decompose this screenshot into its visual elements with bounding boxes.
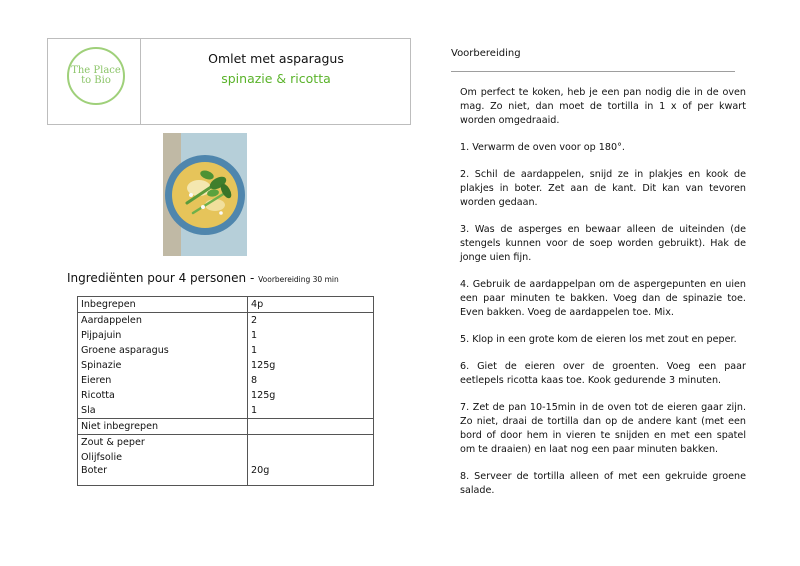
ingredient-qty: 8 — [248, 373, 374, 388]
ingredient-name: Boter — [78, 465, 248, 486]
ingredient-name: Niet inbegrepen — [78, 419, 248, 435]
dish-photo — [163, 133, 247, 256]
preparation-steps — [460, 86, 746, 511]
brand-logo — [67, 47, 125, 105]
ingredient-qty — [248, 450, 374, 465]
ingredient-name: Zout & peper — [78, 435, 248, 451]
table-row — [78, 450, 374, 465]
table-row — [78, 313, 374, 329]
preparation-step: 5. Klop in een grote kom de eieren los met zout en peper. — [460, 334, 737, 346]
preparation-step: 4. Gebruik de aardappelpan om de aspergepunten en uien een paar minuten te bakken. Voeg dan de spinazie toe. Even bakken. Voeg de aardappelen toe. Mix. — [460, 279, 746, 319]
preparation-step: 3. Was de asperges en bewaar alleen de uiteinden (de stengels kunnen voor de soep worden gebruikt). Hak de jonge uien fijn. — [460, 223, 746, 264]
preparation-intro: Om perfect te koken, heb je een pan nodig die in de oven mag. Zo niet, dan moet de tortilla in 1 x of per kwart worden omgedraaid. — [460, 87, 746, 127]
preparation-step: 1. Verwarm de oven voor op 180°. — [460, 142, 625, 154]
recipe-title: Omlet met asparagus — [208, 51, 344, 66]
ingredient-name: Spinazie — [78, 358, 248, 373]
preparation-step: 2. Schil de aardappelen, snijd ze in plakjes en kook de plakjes in boter. Zet aan de kant. Dit kan van tevoren worden gedaan. — [460, 168, 746, 209]
preparation-step: 6. Giet de eieren over de groenten. Voeg een paar eetlepels ricotta kaas toe. Kook gedurende 3 minuten. — [460, 360, 746, 387]
ingredient-qty: 125g — [248, 358, 374, 373]
ingredient-qty: 1 — [248, 328, 374, 343]
ingredient-qty: 125g — [248, 388, 374, 403]
ingredient-name: Sla — [78, 403, 248, 419]
ingredient-qty: 1 — [248, 343, 374, 358]
ingredients-heading-text: Ingrediënten pour 4 personen - — [67, 271, 259, 285]
ingredient-name: Groene asparagus — [78, 343, 248, 358]
ingredient-name: Ricotta — [78, 388, 248, 403]
preparation-divider — [451, 71, 735, 72]
preparation-step: 8. Serveer de tortilla alleen of met een gekruide groene salade. — [460, 471, 746, 497]
logo-line-1: The Place — [71, 64, 121, 76]
ingredients-heading — [67, 271, 339, 285]
ingredient-name: Inbegrepen — [78, 297, 248, 313]
table-row — [78, 297, 374, 313]
ingredient-qty: 2 — [248, 313, 374, 329]
ingredients-table — [77, 296, 374, 486]
table-row — [78, 403, 374, 419]
table-row — [78, 419, 374, 435]
recipe-header — [47, 38, 411, 125]
table-row — [78, 435, 374, 451]
logo-line-2: to Bio — [81, 75, 111, 86]
ingredient-name: Olijfsolie — [78, 450, 248, 465]
table-row — [78, 373, 374, 388]
table-row — [78, 328, 374, 343]
ingredient-name: Eieren — [78, 373, 248, 388]
ingredient-name: Aardappelen — [78, 313, 248, 329]
table-row — [78, 343, 374, 358]
omelette-plate-image — [163, 133, 247, 256]
table-row — [78, 358, 374, 373]
ingredient-name: Pijpajuin — [78, 328, 248, 343]
table-row — [78, 465, 374, 486]
table-row — [78, 388, 374, 403]
ingredient-qty — [248, 419, 374, 435]
ingredient-qty — [248, 435, 374, 451]
recipe-subtitle: spinazie & ricotta — [221, 71, 331, 86]
prep-time: Voorbereiding 30 min — [258, 275, 339, 284]
ingredient-qty: 4p — [248, 297, 374, 313]
ingredient-qty: 20g — [248, 465, 374, 486]
ingredient-qty: 1 — [248, 403, 374, 419]
preparation-step: 7. Zet de pan 10-15min in de oven tot de eieren gaar zijn. Zo niet, draai de tortilla dan op de andere kant (met een bord of door hem in vieren te snijden en met een spatel om te draaien) en laat nog een paar minuten bakken. — [460, 401, 746, 456]
preparation-heading: Voorbereiding — [451, 48, 521, 59]
